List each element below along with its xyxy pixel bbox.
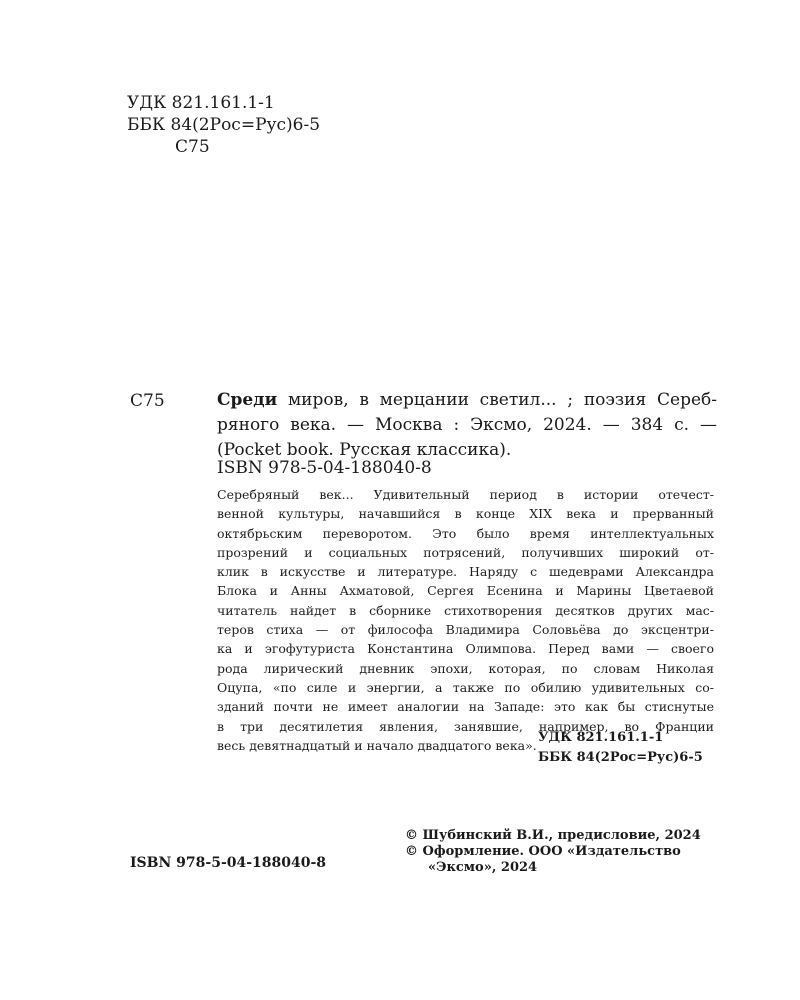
bib-title-rest: миров, в мерцании светил... ; поэзия Сереб- bbox=[277, 390, 717, 410]
abstract-line: клик в искусстве и литературе. Наряду с шедеврами Александра bbox=[217, 564, 714, 580]
abstract-line: октябрьским переворотом. Это было время интеллектуальных bbox=[217, 525, 714, 541]
copyright-notice bbox=[405, 828, 701, 876]
abstract-line: ка и эгофутуриста Константина Олимпова. Перед вами — своего bbox=[217, 641, 714, 657]
udk-code: УДК 821.161.1-1 bbox=[127, 93, 275, 113]
bib-title: Среди bbox=[217, 390, 278, 410]
abstract-line: зданий почти не имеет аналогии на Западе: это как бы стиснутые bbox=[217, 699, 714, 715]
abstract-line: венной культуры, начавшийся в конце XIX века и прерванный bbox=[217, 506, 714, 522]
top-classification-codes bbox=[127, 92, 320, 158]
abstract-line: Оцупа, «по силе и энергии, а также по обилию удивительных со- bbox=[217, 679, 714, 695]
bottom-classification-codes bbox=[538, 728, 703, 768]
udk-code-bottom: УДК 821.161.1-1 bbox=[538, 730, 664, 745]
abstract-line: Блока и Анны Ахматовой, Сергея Есенина и Марины Цветаевой bbox=[217, 583, 714, 599]
abstract-line: рода лирический дневник эпохи, которая, по словам Николая bbox=[217, 660, 714, 676]
abstract-line: теров стиха — от философа Владимира Соловьёва до эксцентри- bbox=[217, 622, 714, 638]
copyright-line-3: «Эксмо», 2024 bbox=[428, 860, 538, 875]
isbn-main: ISBN 978-5-04-188040-8 bbox=[217, 458, 432, 478]
bib-line-2: ряного века. — Москва : Эксмо, 2024. — 384 с. — bbox=[217, 415, 717, 435]
abstract bbox=[217, 485, 714, 755]
copyright-line-2: © Оформление. ООО «Издательство bbox=[405, 844, 681, 859]
abstract-line: прозрений и социальных потрясений, получивших широкий от- bbox=[217, 544, 714, 560]
abstract-line: Серебряный век... Удивительный период в истории отечест- bbox=[217, 487, 714, 502]
isbn-bottom: ISBN 978-5-04-188040-8 bbox=[130, 855, 327, 871]
bib-line-1 bbox=[217, 388, 717, 413]
bbk-code-bottom: ББК 84(2Рос=Рус)6-5 bbox=[538, 750, 703, 765]
bib-line-3: (Pocket book. Русская классика). bbox=[217, 440, 512, 460]
copyright-line-1: © Шубинский В.И., предисловие, 2024 bbox=[405, 828, 701, 843]
cutter-code: С75 bbox=[175, 137, 210, 157]
abstract-line: в три десятилетия явления, занявшие, например, во Франции bbox=[217, 718, 714, 734]
bibliographic-record bbox=[217, 388, 717, 463]
abstract-line: читатель найдет в сборнике стихотворения десятков других мас- bbox=[217, 602, 714, 618]
abstract-line: весь девятнадцатый и начало двадцатого века». bbox=[217, 737, 537, 753]
bibliography-cutter: С75 bbox=[130, 391, 165, 411]
bbk-code: ББК 84(2Рос=Рус)6-5 bbox=[127, 115, 321, 135]
